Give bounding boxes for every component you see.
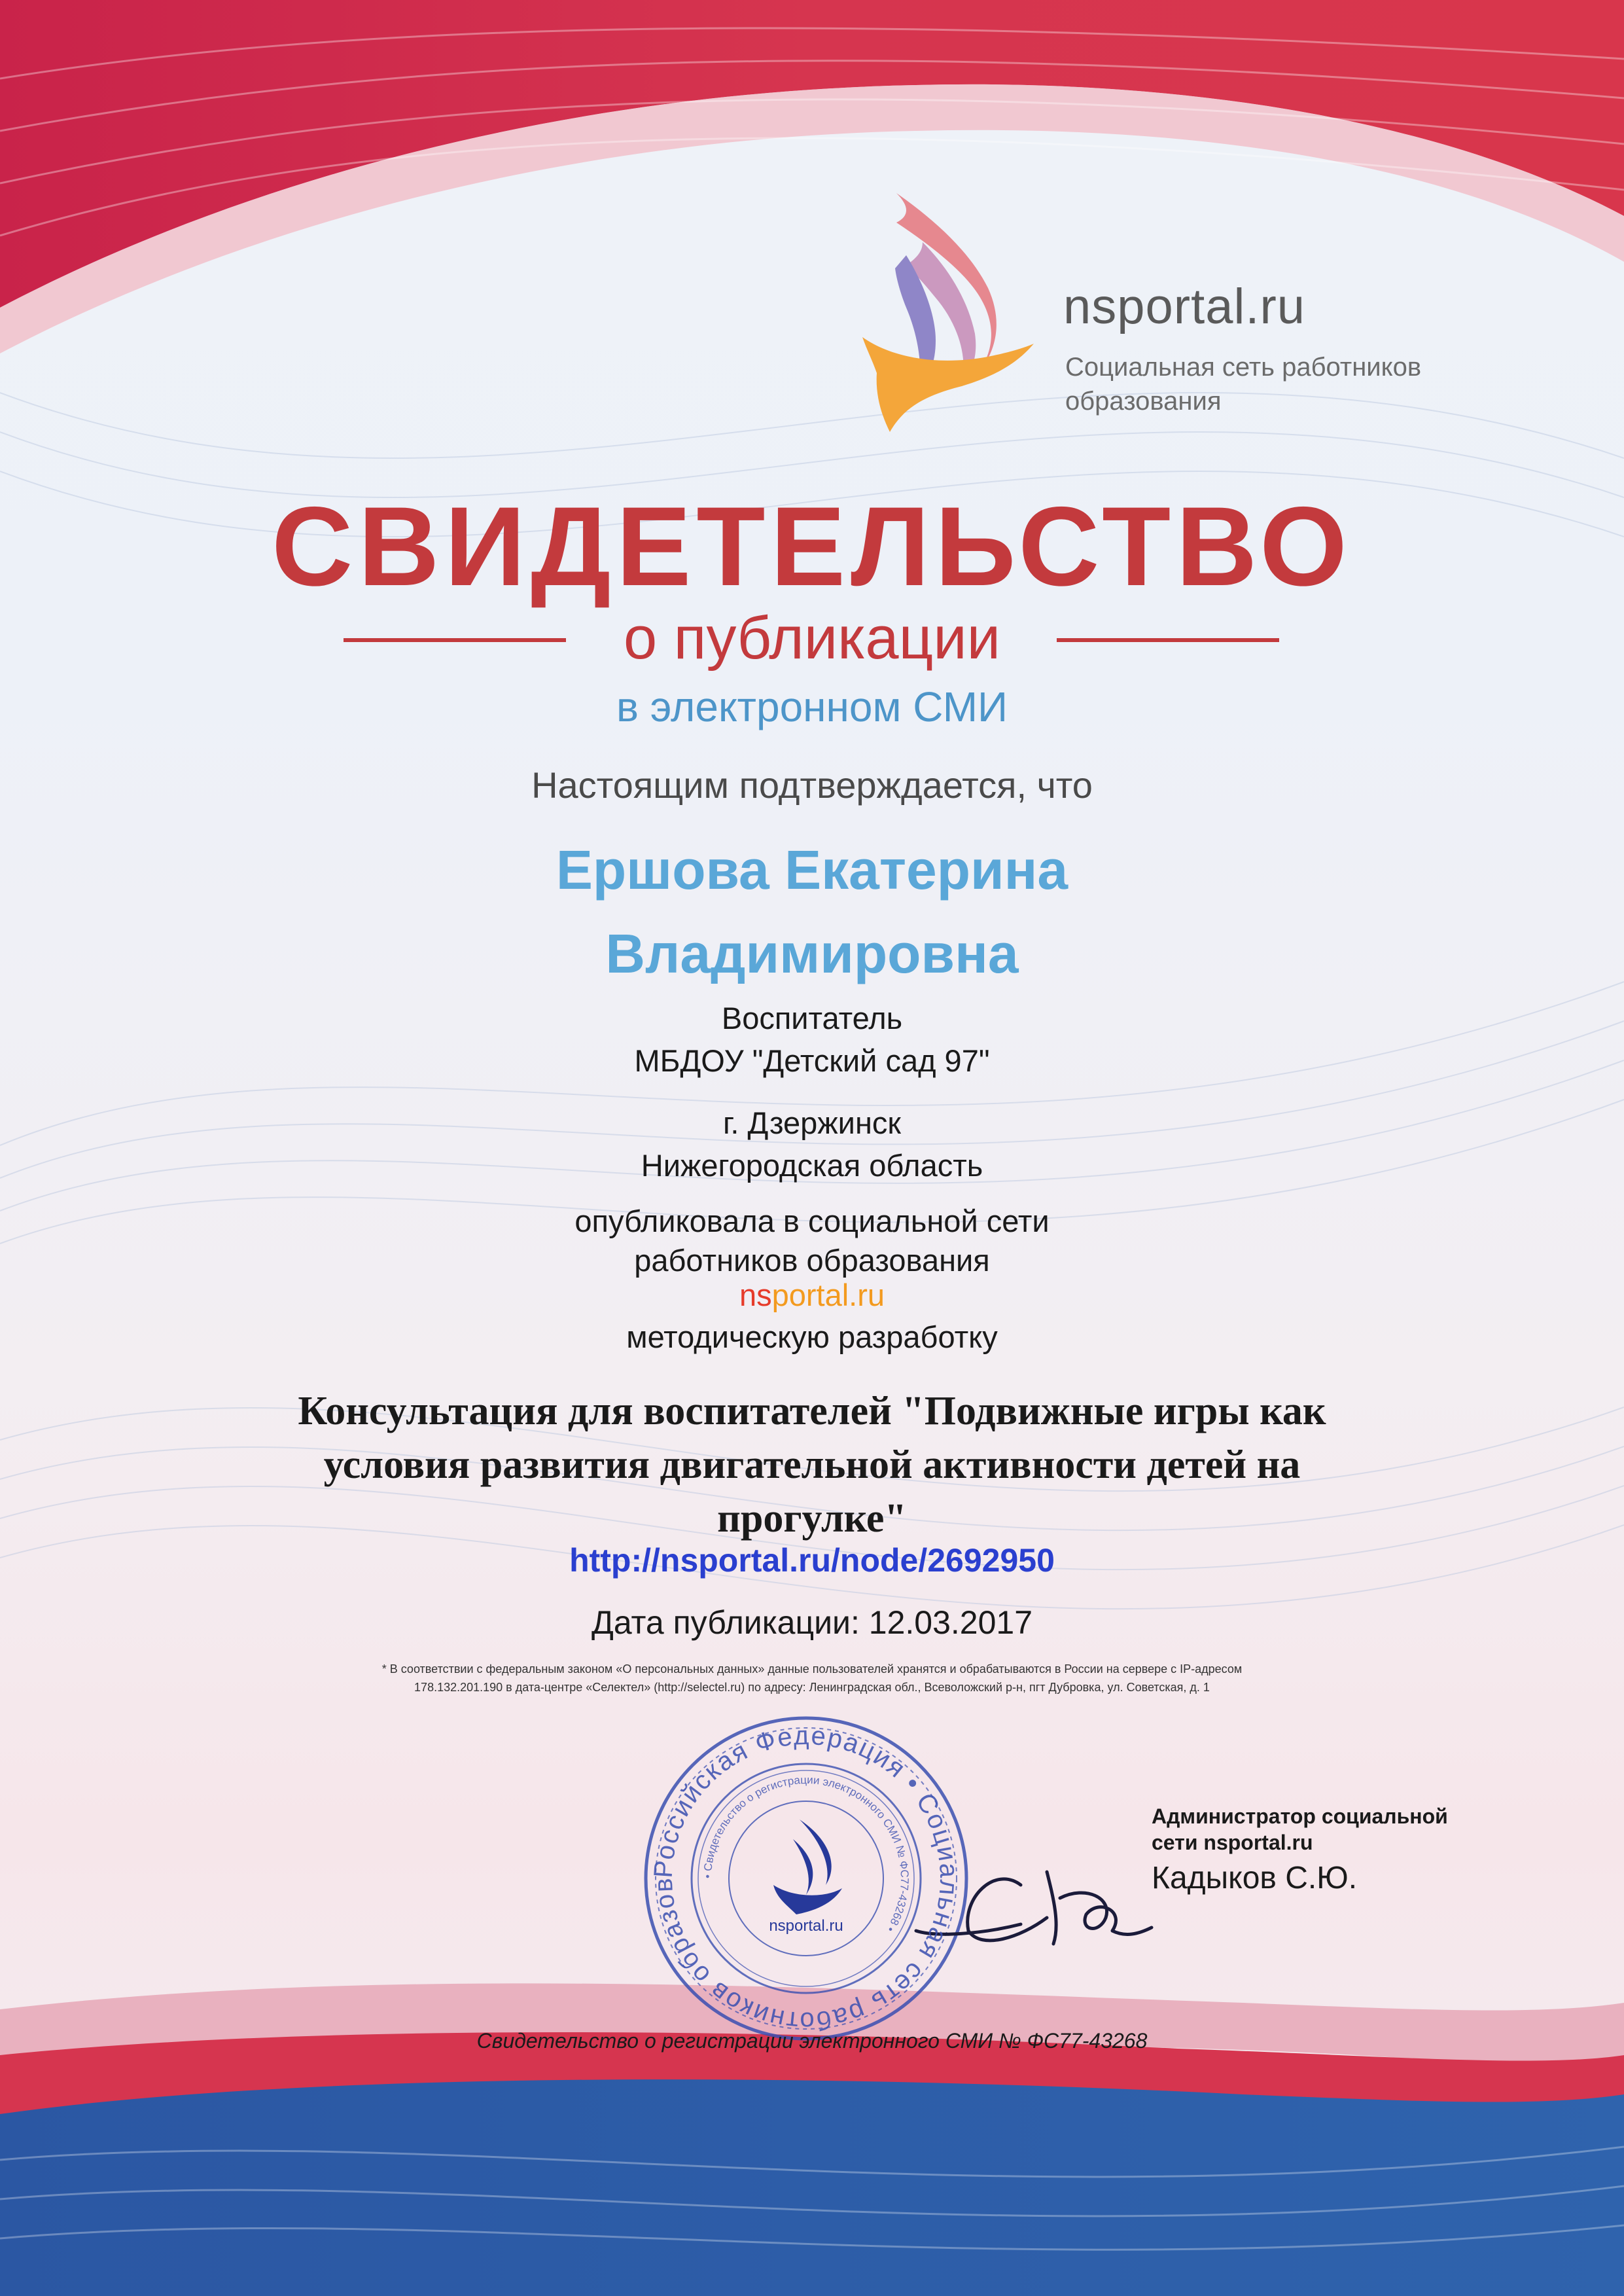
- logo-tagline-line1: Социальная сеть работников: [1065, 353, 1422, 382]
- recipient-name-line2: Владимировна: [605, 923, 1019, 984]
- recipient-city: г. Дзержинск: [723, 1105, 901, 1140]
- svg-text:Российская Федерация • Социаль: [649, 1721, 964, 2036]
- confirm-text: Настоящим подтверждается, что: [531, 764, 1093, 806]
- personal-data-footnote: [288, 1660, 1336, 1696]
- footnote-line2: 178.132.201.190 в дата-центре «Селектел» (http://selectel.ru) по адресу: Ленинградская обл., Всеволожский р-н, пгт Дубровка, ул. Советская, д. 1: [414, 1681, 1210, 1694]
- stamp-inner-text: • Свидетельство о регистрации электронного СМИ № ФС77-43268 •: [701, 1773, 911, 1935]
- footnote-line1: * В соответствии с федеральным законом «О персональных данных» данные пользователей хранятся и обрабатываются в России на сервере с IP-адресом: [381, 1662, 1243, 1676]
- media-line: в электронном СМИ: [616, 683, 1008, 730]
- work-type: методическую разработку: [626, 1319, 998, 1354]
- subtitle-row: [0, 602, 1624, 674]
- svg-text:• Свидетельство о регистрации: [701, 1774, 911, 1934]
- certificate-title: СВИДЕТЕЛЬСТВО: [272, 484, 1352, 609]
- recipient-position: Воспитатель: [721, 1001, 903, 1035]
- recipient-name-line1: Ершова Екатерина: [556, 839, 1068, 901]
- publication-title: Консультация для воспитателей "Подвижные игры как условия развития двигательной активности детей на прогулке": [298, 1389, 1326, 1541]
- admin-title: Администратор социальной сети nsportal.ru: [1152, 1804, 1448, 1854]
- publication-date: Дата публикации: 12.03.2017: [591, 1604, 1033, 1641]
- registration-note: Свидетельство о регистрации электронного СМИ № ФС77-43268: [476, 2029, 1148, 2053]
- logo-tagline: [1065, 350, 1523, 418]
- logo-tagline-line2: образования: [1065, 387, 1222, 416]
- publication-url[interactable]: http://nsportal.ru/node/2692950: [569, 1542, 1055, 1579]
- admin-name: Кадыков С.Ю.: [1152, 1861, 1358, 1895]
- published-line2: работников образования: [634, 1243, 990, 1278]
- stamp-outer-text: Российская Федерация • Социальная сеть работников образования •: [648, 1721, 964, 2036]
- published-line1: опубликовала в социальной сети: [574, 1204, 1050, 1238]
- stamp-center-text: nsportal.ru: [769, 1917, 843, 1935]
- site-name: [0, 1275, 1624, 1316]
- recipient-organization: МБДОУ "Детский сад 97": [634, 1043, 990, 1078]
- recipient-region: Нижегородская область: [641, 1148, 983, 1183]
- recipient-name: [0, 828, 1624, 996]
- site-name-portal: portal.ru: [771, 1278, 885, 1312]
- certificate-subtitle: о публикации: [623, 605, 1001, 672]
- site-name-ns: ns: [739, 1278, 772, 1312]
- logo-name: nsportal.ru: [1063, 279, 1306, 334]
